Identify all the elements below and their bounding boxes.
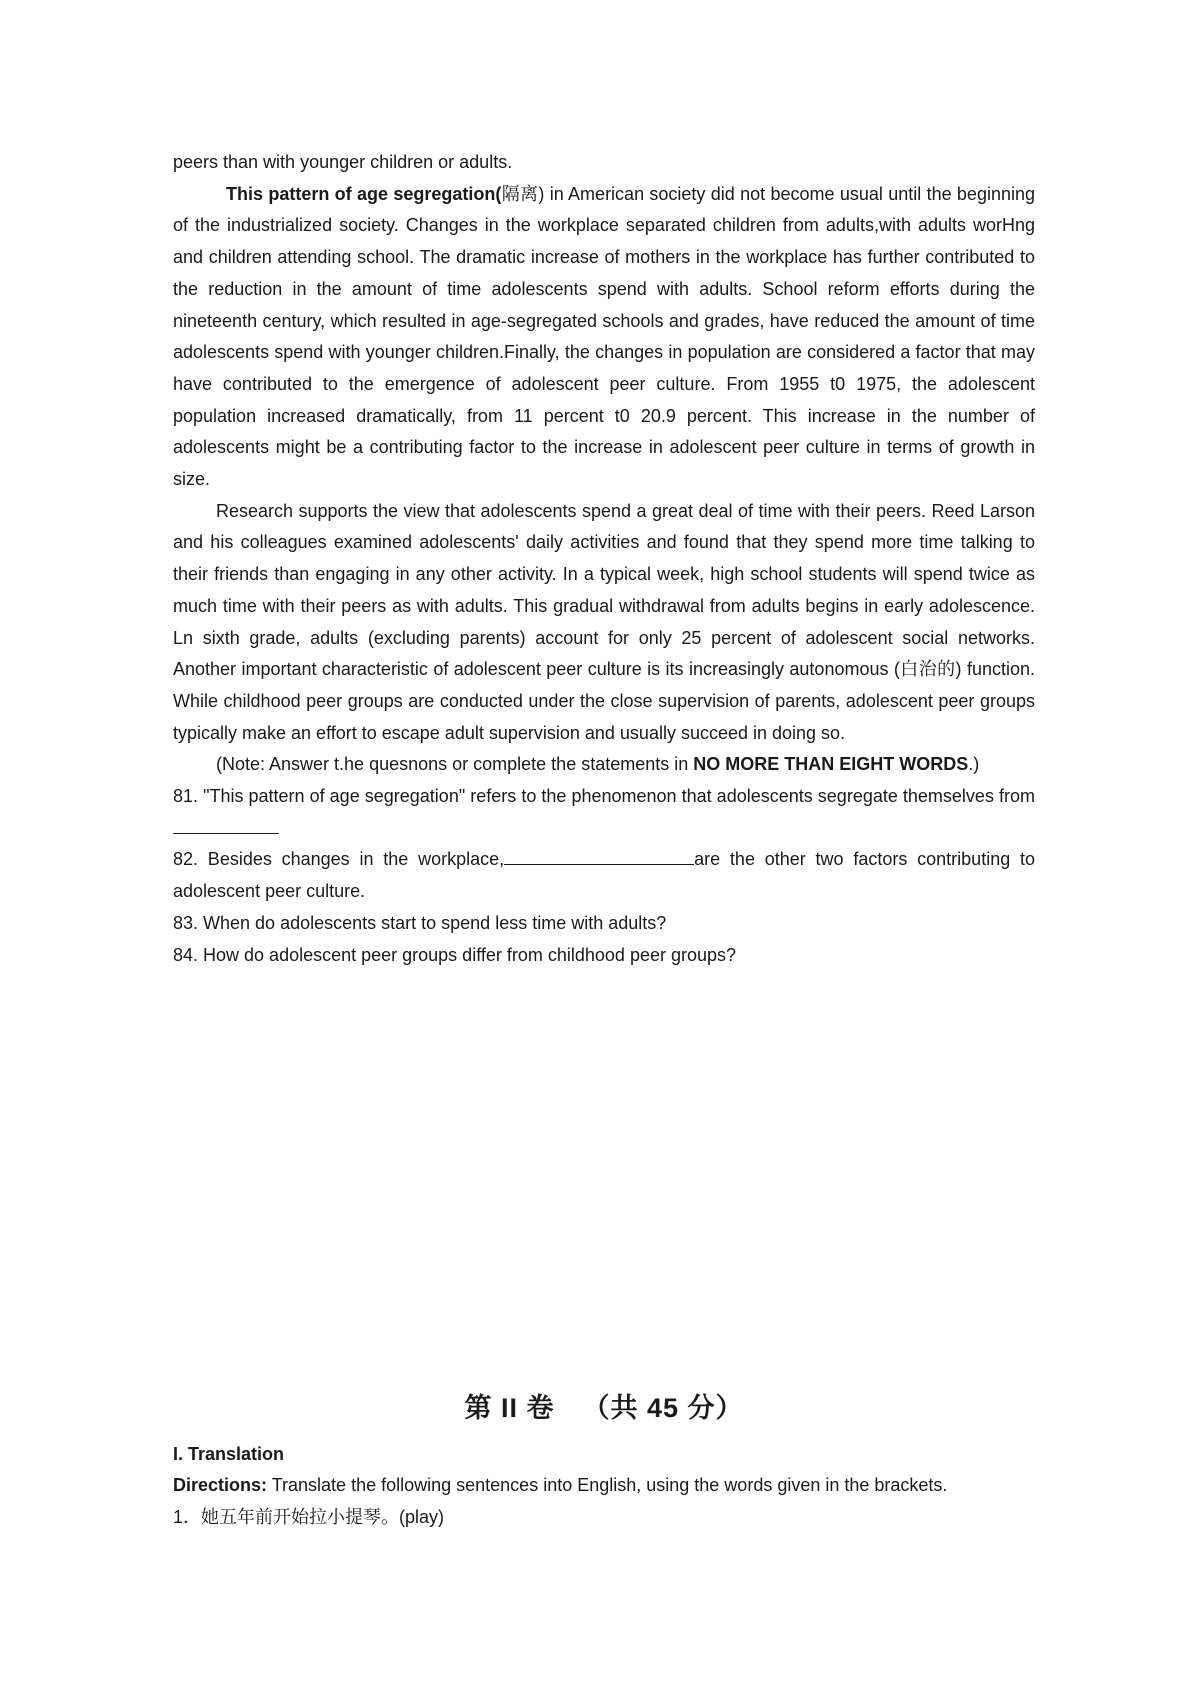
question-84: 84. How do adolescent peer groups differ from childhood peer groups? (173, 944, 737, 965)
directions-label: Directions: (173, 1475, 268, 1496)
chinese-gloss: 隔离 (501, 183, 539, 205)
passage-text: ) in American society did not become usual until the beginning of the industrialized society. Changes in the workplace separated children from adults,with adults worHng and children attending school. The dramatic increase of mothers in the workplace has further contributed to the reduction in the amount of time adolescents spend with adults. School reform efforts during the nineteenth century, which resulted in age-segregated schools and grades, have reduced the amount of time adolescents spend with younger children.Finally, the changes in population are considered a factor that may have contributed to the emergence of adolescent peer culture. From 1955 t0 1975, the adolescent population increased dramatically, from 11 percent t0 20.9 percent. This increase in the number of adolescents might be a contributing factor to the increase in adolescent peer culture in terms of growth in size. (173, 183, 1035, 490)
note-text: (Note: Answer t.he quesnons or complete the statements in (216, 754, 694, 775)
directions-text: Translate the following sentences into English, using the words given in the brackets. (267, 1475, 948, 1496)
passage-fragment: peers than with younger children or adults. (173, 152, 513, 172)
passage-paragraph-1 (173, 179, 1035, 496)
part-two-title (173, 1393, 1035, 1425)
reading-passage (173, 147, 1035, 971)
answer-blank-82[interactable] (504, 846, 694, 865)
note-emphasis: NO MORE THAN EIGHT WORDS (693, 754, 969, 775)
question-82 (173, 844, 1035, 907)
passage-paragraph-2: Research supports the view that adolescents spend a great deal of time with their peers. Reed Larson and his colleagues examined adolescents' daily activities and found that they spend more time talking to their friends than engaging in any other activity. In a typical week, high school students will spend twice as much time with their peers as with adults. This gradual withdrawal from adults begins in early adolescence. Ln sixth grade, adults (excluding parents) account for only 25 percent of adolescent social networks. Another important characteristic of adolescent peer culture is its increasingly autonomous (白治的) function. While childhood peer groups are conducted under the close supervision of parents, adolescent peer groups typically make an effort to escape adult supervision and usually succeed in doing so. (173, 500, 1035, 743)
question-81 (173, 781, 1035, 844)
score-label: （共 45 分） (582, 1393, 744, 1423)
question-83: 83. When do adolescents start to spend less time with adults? (173, 912, 667, 933)
answer-blank-81[interactable] (173, 815, 279, 834)
key-phrase: This pattern of age segregation( (226, 183, 502, 204)
question-81-text: 81. "This pattern of age segregation" refers to the phenomenon that adolescents segregate themselves from (173, 786, 1035, 807)
answer-note (173, 749, 1035, 781)
translation-heading: I. Translation (173, 1443, 285, 1464)
question-82-text-a: 82. Besides changes in the workplace, (173, 849, 505, 870)
question-82-text-b: are the other two factors contributing to adolescent peer culture. (173, 849, 1036, 902)
note-end: .) (968, 754, 980, 775)
volume-label: 第 II 卷 (464, 1393, 555, 1423)
part-two (173, 1393, 1035, 1534)
translation-item-1: 1．她五年前开始拉小提琴。(play) (173, 1507, 445, 1528)
directions (173, 1470, 1035, 1502)
